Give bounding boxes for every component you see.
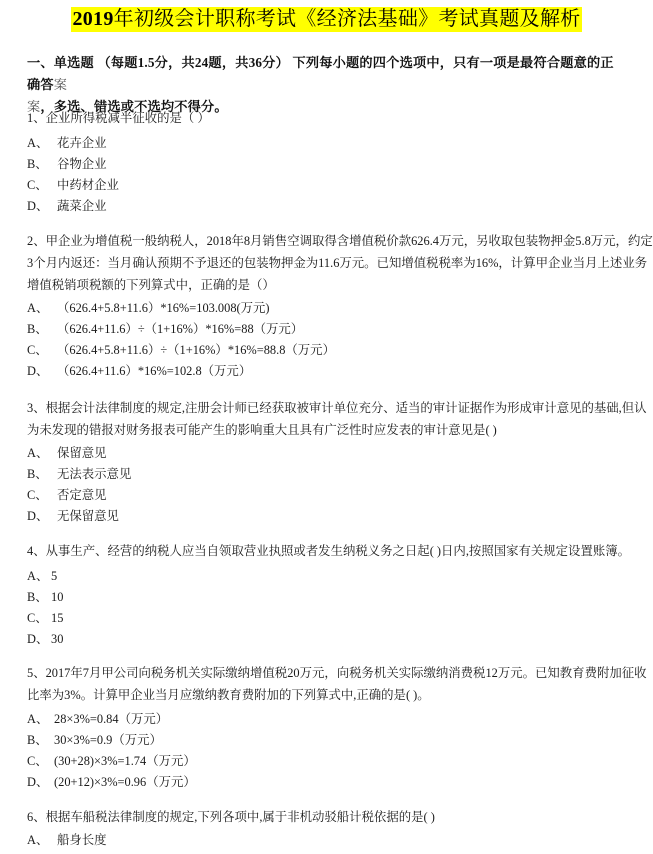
question-3-option-c[interactable] bbox=[27, 487, 107, 503]
question-2-option-b[interactable] bbox=[27, 321, 303, 337]
option-letter: D、 bbox=[27, 632, 49, 646]
question-6-option-a[interactable] bbox=[27, 832, 107, 848]
question-2-option-a[interactable] bbox=[27, 300, 270, 316]
option-letter: B、 bbox=[27, 322, 48, 336]
option-text: 5 bbox=[51, 569, 58, 583]
question-2-text-line-3: 增值税销项税额的下列算式中，正确的是（） bbox=[27, 278, 275, 292]
option-text: 保留意见 bbox=[57, 446, 107, 460]
option-letter: C、 bbox=[27, 754, 48, 768]
question-1-option-b[interactable] bbox=[27, 156, 107, 172]
section-info: （每题1.5分，共24题，共36分） bbox=[97, 55, 289, 70]
question-3-option-a[interactable] bbox=[27, 445, 107, 461]
option-text: 15 bbox=[51, 611, 64, 625]
question-4-option-c[interactable] bbox=[27, 610, 63, 626]
option-text: 10 bbox=[51, 590, 64, 604]
option-letter: C、 bbox=[27, 343, 48, 357]
question-1-text: 1、企业所得税减半征收的是（ ） bbox=[27, 111, 210, 125]
option-letter: A、 bbox=[27, 301, 49, 315]
option-letter: C、 bbox=[27, 178, 48, 192]
question-3-text-line-1: 3、根据会计法律制度的规定,注册会计师已经获取被审计单位充分、适当的审计证据作为形成审计意见的基础,但认 bbox=[27, 401, 647, 415]
option-letter: B、 bbox=[27, 733, 48, 747]
question-5-option-a[interactable] bbox=[27, 711, 168, 727]
section-label: 一、单选题 bbox=[27, 55, 94, 70]
question-3-option-b[interactable] bbox=[27, 466, 131, 482]
option-text: 谷物企业 bbox=[57, 157, 107, 171]
option-text: 中药材企业 bbox=[57, 178, 119, 192]
question-4-text: 4、从事生产、经营的纳税人应当自领取营业执照或者发生纳税义务之日起( )日内,按照国家有关规定设置账簿。 bbox=[27, 544, 631, 558]
option-text: 无保留意见 bbox=[57, 509, 119, 523]
option-letter: D、 bbox=[27, 199, 49, 213]
option-text: 无法表示意见 bbox=[57, 467, 132, 481]
option-text: （626.4+5.8+11.6）÷（1+16%）*16%=88.8（万元） bbox=[57, 343, 335, 357]
question-3-text-line-2: 为未发现的错报对财务报表可能产生的影响重大且具有广泛性时应发表的审计意见是( ) bbox=[27, 423, 497, 437]
question-4-option-d[interactable] bbox=[27, 631, 63, 647]
question-5-text-line-1: 5、2017年7月甲公司向税务机关实际缴纳增值税20万元，向税务机关实际缴纳消费税12万元。已知教育费附加征收 bbox=[27, 666, 647, 680]
question-5-option-c[interactable] bbox=[27, 753, 196, 769]
title-text: 年初级会计职称考试《经济法基础》考试真题及解析 bbox=[113, 8, 581, 30]
question-4-option-a[interactable] bbox=[27, 568, 57, 584]
section-instruction-wrap: 案 bbox=[27, 99, 41, 114]
option-text: 30×3%=0.9（万元） bbox=[54, 733, 162, 747]
question-5-option-d[interactable] bbox=[27, 774, 196, 790]
question-1-option-a[interactable] bbox=[27, 135, 107, 151]
option-letter: C、 bbox=[27, 488, 48, 502]
option-letter: A、 bbox=[27, 446, 49, 460]
option-text: （626.4+5.8+11.6）*16%=103.008(万元) bbox=[57, 301, 270, 315]
option-text: 花卉企业 bbox=[57, 136, 107, 150]
option-letter: B、 bbox=[27, 157, 48, 171]
question-2-text-line-1: 2、甲企业为增值税一般纳税人，2018年8月销售空调取得含增值税价款626.4万元，另收取包装物押金5.8万元，约定 bbox=[27, 234, 653, 248]
section-heading bbox=[27, 52, 627, 118]
question-2-text-line-2: 3个月内返还：当月确认预期不予退还的包装物押金为11.6万元。已知增值税税率为16%，计算甲企业当月上述业务 bbox=[27, 256, 648, 270]
question-6-text: 6、根据车船税法律制度的规定,下列各项中,属于非机动驳船计税依据的是( ) bbox=[27, 810, 435, 824]
option-letter: B、 bbox=[27, 590, 48, 604]
title-year: 2019 bbox=[72, 8, 114, 30]
section-heading-line-1 bbox=[27, 52, 627, 96]
document-title bbox=[71, 7, 581, 32]
title-container bbox=[0, 7, 653, 32]
option-letter: A、 bbox=[27, 136, 49, 150]
option-text: 30 bbox=[51, 632, 64, 646]
option-text: (20+12)×3%=0.96（万元） bbox=[54, 775, 196, 789]
option-letter: A、 bbox=[27, 712, 49, 726]
option-letter: B、 bbox=[27, 467, 48, 481]
question-2-option-c[interactable] bbox=[27, 342, 335, 358]
question-4-option-b[interactable] bbox=[27, 589, 63, 605]
option-letter: A、 bbox=[27, 569, 49, 583]
question-5-text-line-2: 比率为3%。计算甲企业当月应缴纳教育费附加的下列算式中,正确的是( )。 bbox=[27, 688, 430, 702]
option-letter: A、 bbox=[27, 833, 49, 847]
option-text: 蔬菜企业 bbox=[57, 199, 107, 213]
option-text: (30+28)×3%=1.74（万元） bbox=[54, 754, 196, 768]
section-instruction-tail: 案 bbox=[53, 77, 68, 92]
option-text: （626.4+11.6）*16%=102.8（万元） bbox=[57, 364, 252, 378]
question-2-option-d[interactable] bbox=[27, 363, 251, 379]
question-1-option-d[interactable] bbox=[27, 198, 107, 214]
option-text: 船身长度 bbox=[57, 833, 107, 847]
option-text: 否定意见 bbox=[57, 488, 107, 502]
question-1-option-c[interactable] bbox=[27, 177, 119, 193]
option-text: （626.4+11.6）÷（1+16%）*16%=88（万元） bbox=[57, 322, 304, 336]
option-letter: D、 bbox=[27, 364, 49, 378]
option-letter: C、 bbox=[27, 611, 48, 625]
question-3-option-d[interactable] bbox=[27, 508, 119, 524]
option-letter: D、 bbox=[27, 775, 49, 789]
question-5-option-b[interactable] bbox=[27, 732, 162, 748]
option-letter: D、 bbox=[27, 509, 49, 523]
section-instruction: 下列每小题的四个选项中，只有一项是最符合题意的正确答 bbox=[27, 55, 614, 92]
section-instruction-line-2: ，多选、错选或不选均不得分。 bbox=[40, 99, 228, 114]
option-text: 28×3%=0.84（万元） bbox=[54, 712, 169, 726]
